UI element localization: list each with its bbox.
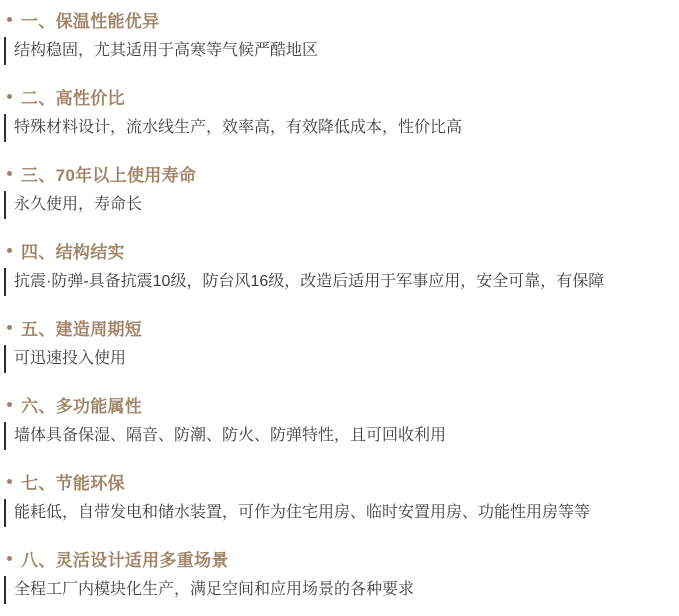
feature-section (4, 471, 669, 527)
feature-title: 八、灵活设计适用多重场景 (21, 551, 229, 570)
feature-sections (4, 9, 669, 604)
feature-description: 抗震·防弹-具备抗震10级，防台风16级，改造后适用于军事应用，安全可靠，有保障 (4, 268, 669, 296)
bullet-icon (7, 94, 12, 99)
feature-description: 特殊材料设计，流水线生产，效率高，有效降低成本，性价比高 (4, 114, 669, 142)
feature-section (4, 9, 669, 65)
feature-title: 一、保温性能优异 (21, 12, 160, 31)
feature-description: 墙体具备保湿、隔音、防潮、防火、防弹特性，且可回收利用 (4, 422, 669, 450)
feature-heading (4, 317, 669, 338)
bullet-icon (7, 248, 12, 253)
feature-section (4, 163, 669, 219)
bullet-icon (7, 556, 12, 561)
feature-heading (4, 394, 669, 415)
feature-heading (4, 471, 669, 492)
feature-description: 可迅速投入使用 (4, 345, 669, 373)
bullet-icon (7, 17, 12, 22)
feature-heading (4, 548, 669, 569)
feature-section (4, 317, 669, 373)
feature-section (4, 86, 669, 142)
feature-title: 五、建造周期短 (21, 320, 143, 339)
feature-title: 四、结构结实 (21, 243, 125, 262)
feature-heading (4, 240, 669, 261)
feature-title: 二、高性价比 (21, 89, 125, 108)
feature-description: 能耗低，自带发电和储水装置，可作为住宅用房、临时安置用房、功能性用房等等 (4, 499, 669, 527)
feature-heading (4, 163, 669, 184)
feature-title: 六、多功能属性 (21, 397, 143, 416)
feature-heading (4, 86, 669, 107)
bullet-icon (7, 402, 12, 407)
feature-description: 全程工厂内模块化生产，满足空间和应用场景的各种要求 (4, 576, 669, 604)
bullet-icon (7, 479, 12, 484)
feature-section (4, 394, 669, 450)
feature-heading (4, 9, 669, 30)
feature-description: 永久使用，寿命长 (4, 191, 669, 219)
feature-section (4, 548, 669, 604)
bullet-icon (7, 171, 12, 176)
feature-title: 三、70年以上使用寿命 (21, 166, 197, 185)
feature-description: 结构稳固，尤其适用于高寒等气候严酷地区 (4, 37, 669, 65)
feature-section (4, 240, 669, 296)
bullet-icon (7, 325, 12, 330)
feature-title: 七、节能环保 (21, 474, 125, 493)
